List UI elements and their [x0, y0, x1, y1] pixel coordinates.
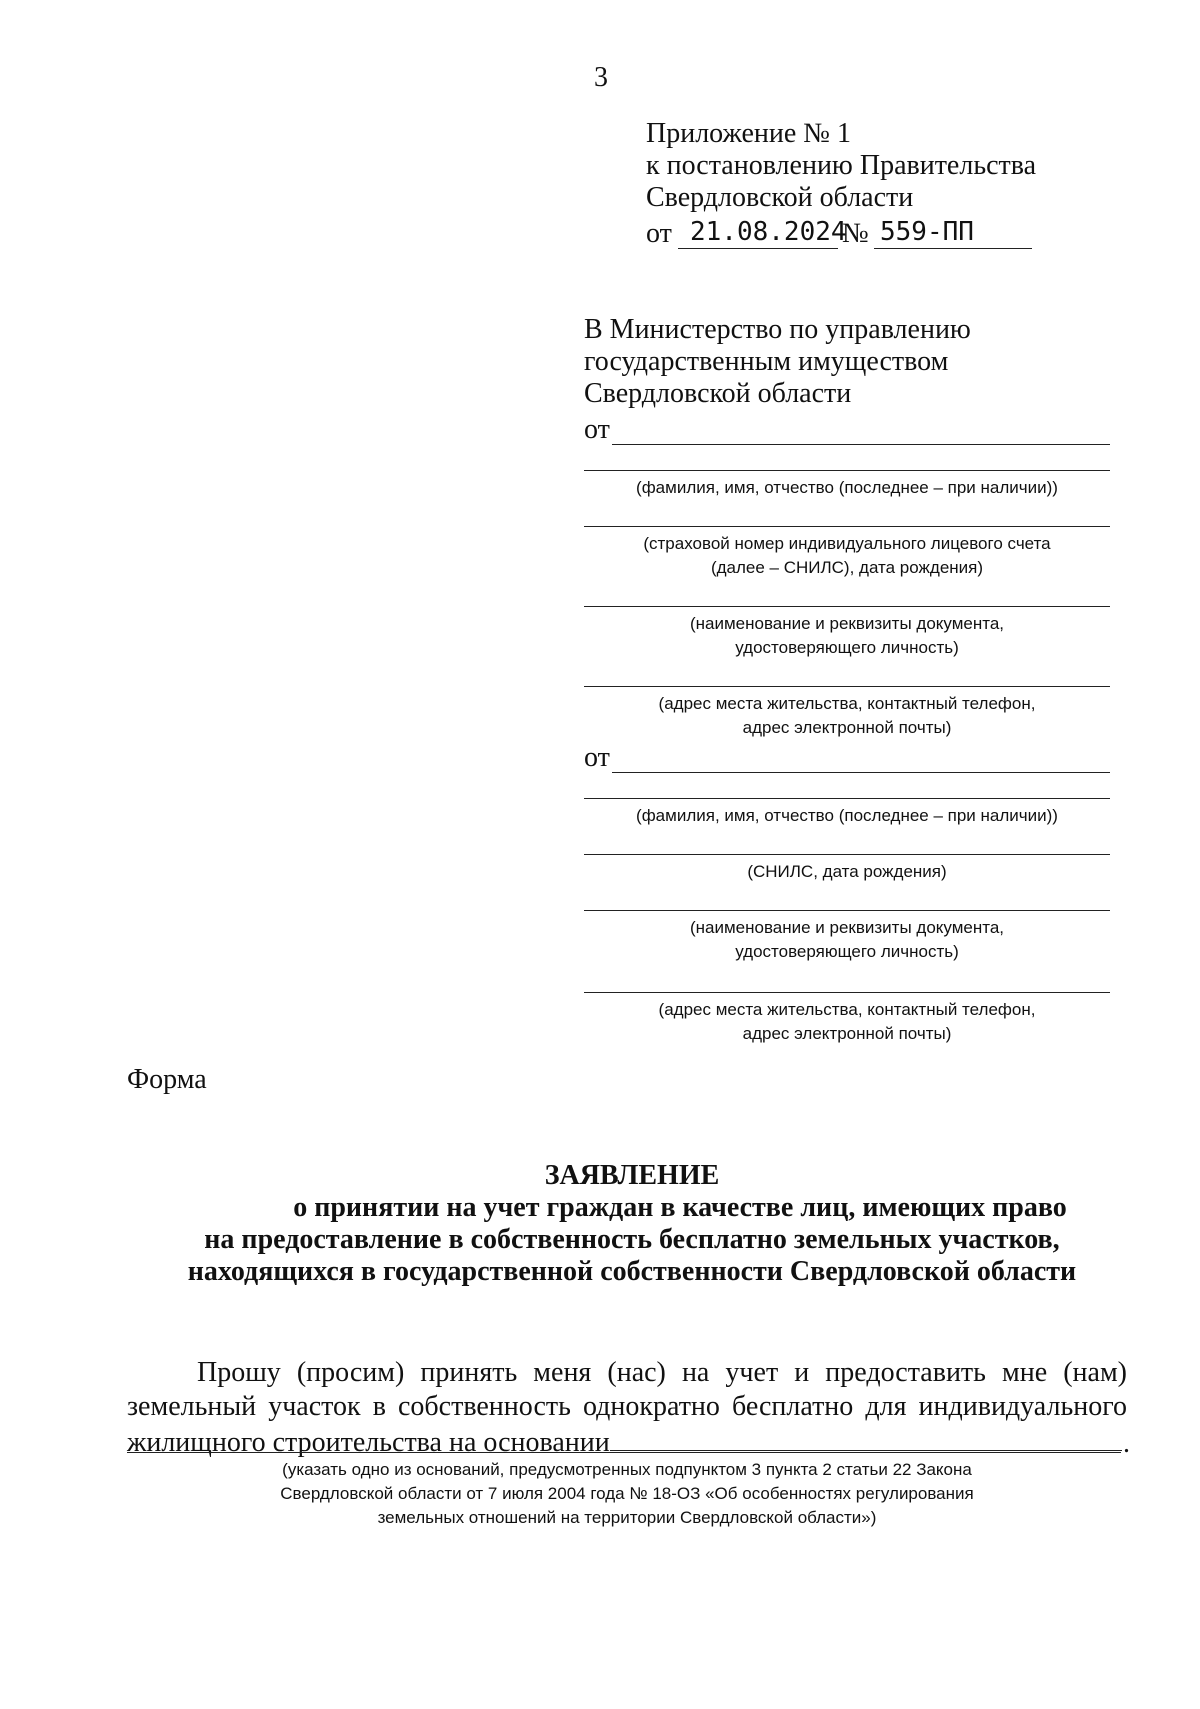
body-line-2: земельный участок в собственность однократно бесплатно для индивидуального — [127, 1391, 1127, 1422]
applicant-2-document-hint-line-1: (наименование и реквизиты документа, — [689, 918, 1005, 937]
applicant-1-snils-field[interactable] — [584, 526, 1110, 527]
basis-hint-line-3: земельных отношений на территории Свердловской области») — [377, 1508, 877, 1527]
resolution-reference — [646, 214, 1036, 250]
resolution-date: 21.08.2024 — [690, 217, 847, 247]
applicant-2-name-field-2[interactable] — [584, 798, 1110, 799]
basis-hint-line-1: (указать одно из оснований, предусмотренных подпунктом 3 пункта 2 статьи 22 Закона — [282, 1460, 972, 1479]
applicant-1-address-hint-line-1: (адрес места жительства, контактный телефон, — [658, 694, 1036, 713]
addressee-line-3: Свердловской области — [584, 378, 852, 409]
basis-end-mark: . — [1123, 1428, 1130, 1459]
date-label: от — [646, 218, 672, 249]
number-field — [874, 218, 1032, 249]
applicant-1-document-field[interactable] — [584, 606, 1110, 607]
basis-field[interactable] — [610, 1424, 1122, 1451]
page-number: 3 — [594, 62, 608, 93]
applicant-1-snils-hint-line-1: (страховой номер индивидуального лицевого счета — [643, 534, 1051, 553]
applicant-2-document-hint — [584, 916, 1110, 964]
applicant-1-snils-hint-line-2: (далее – СНИЛС), дата рождения) — [710, 558, 984, 577]
date-field — [678, 217, 847, 249]
number-label: № — [842, 218, 869, 249]
applicant-1-document-hint-line-2: удостоверяющего личность) — [735, 638, 959, 657]
basis-field-2[interactable] — [127, 1452, 1121, 1453]
applicant-1-name-field-2[interactable] — [584, 470, 1110, 471]
body-line-3-text: жилищного строительства на основании — [127, 1427, 610, 1458]
applicant-2-document-hint-line-2: удостоверяющего личность) — [735, 942, 959, 961]
applicant-1-document-hint — [584, 612, 1110, 660]
resolution-number: 559-ПП — [880, 217, 974, 247]
application-subtitle-line-3: находящихся в государственной собственности Свердловской области — [187, 1256, 1077, 1287]
appendix-header — [646, 118, 1036, 250]
applicant-2-name-field[interactable] — [612, 772, 1110, 773]
applicant-2-fio-hint — [584, 804, 1110, 828]
application-body — [127, 1356, 1127, 1458]
appendix-ref-line: к постановлению Правительства — [646, 150, 1037, 181]
applicant-1-document-hint-line-1: (наименование и реквизиты документа, — [689, 614, 1005, 633]
basis-hint-line-2: Свердловской области от 7 июля 2004 года № 18-ОЗ «Об особенностях регулирования — [280, 1484, 974, 1503]
body-line-1: Прошу (просим) принять меня (нас) на учет и предоставить мне (нам) — [197, 1357, 1127, 1388]
applicant-1-address-hint-line-2: адрес электронной почты) — [742, 718, 952, 737]
applicant-1-fio-hint-text: (фамилия, имя, отчество (последнее – при наличии)) — [636, 478, 1058, 497]
applicant-2-snils-field[interactable] — [584, 854, 1110, 855]
appendix-title: Приложение № 1 — [646, 118, 851, 149]
applicant-1-snils-hint — [584, 532, 1110, 580]
applicant-1-from-label: от — [584, 414, 610, 445]
applicant-2-address-field[interactable] — [584, 992, 1110, 993]
applicant-2-snils-hint — [584, 860, 1110, 884]
addressee-block — [584, 314, 1110, 410]
application-subtitle-line-1: о принятии на учет граждан в качестве лиц, имеющих право — [293, 1192, 1067, 1223]
basis-hint — [127, 1458, 1127, 1530]
addressee-line-1: В Министерство по управлению — [584, 314, 971, 345]
applicant-2-from-label: от — [584, 742, 610, 773]
applicant-2-fio-hint-text: (фамилия, имя, отчество (последнее – при наличии)) — [636, 806, 1058, 825]
form-label: Форма — [127, 1064, 207, 1095]
applicant-1-from-row — [584, 414, 1110, 450]
applicant-2-address-hint-line-2: адрес электронной почты) — [742, 1024, 952, 1043]
applicant-1-address-field[interactable] — [584, 686, 1110, 687]
application-subtitle-line-2: на предоставление в собственность бесплатно земельных участков, — [204, 1224, 1060, 1255]
applicant-2-from-row — [584, 742, 1110, 778]
applicant-2-address-hint-line-1: (адрес места жительства, контактный телефон, — [658, 1000, 1036, 1019]
appendix-region-line: Свердловской области — [646, 182, 914, 213]
applicant-1-name-field[interactable] — [612, 444, 1110, 445]
applicant-2-address-hint — [584, 998, 1110, 1046]
applicant-1-fio-hint — [584, 476, 1110, 500]
application-title: ЗАЯВЛЕНИЕ — [544, 1160, 720, 1191]
addressee-line-2: государственным имуществом — [584, 346, 949, 377]
applicant-1-address-hint — [584, 692, 1110, 740]
applicant-2-snils-hint-text: (СНИЛС, дата рождения) — [747, 862, 947, 881]
applicant-2-document-field[interactable] — [584, 910, 1110, 911]
